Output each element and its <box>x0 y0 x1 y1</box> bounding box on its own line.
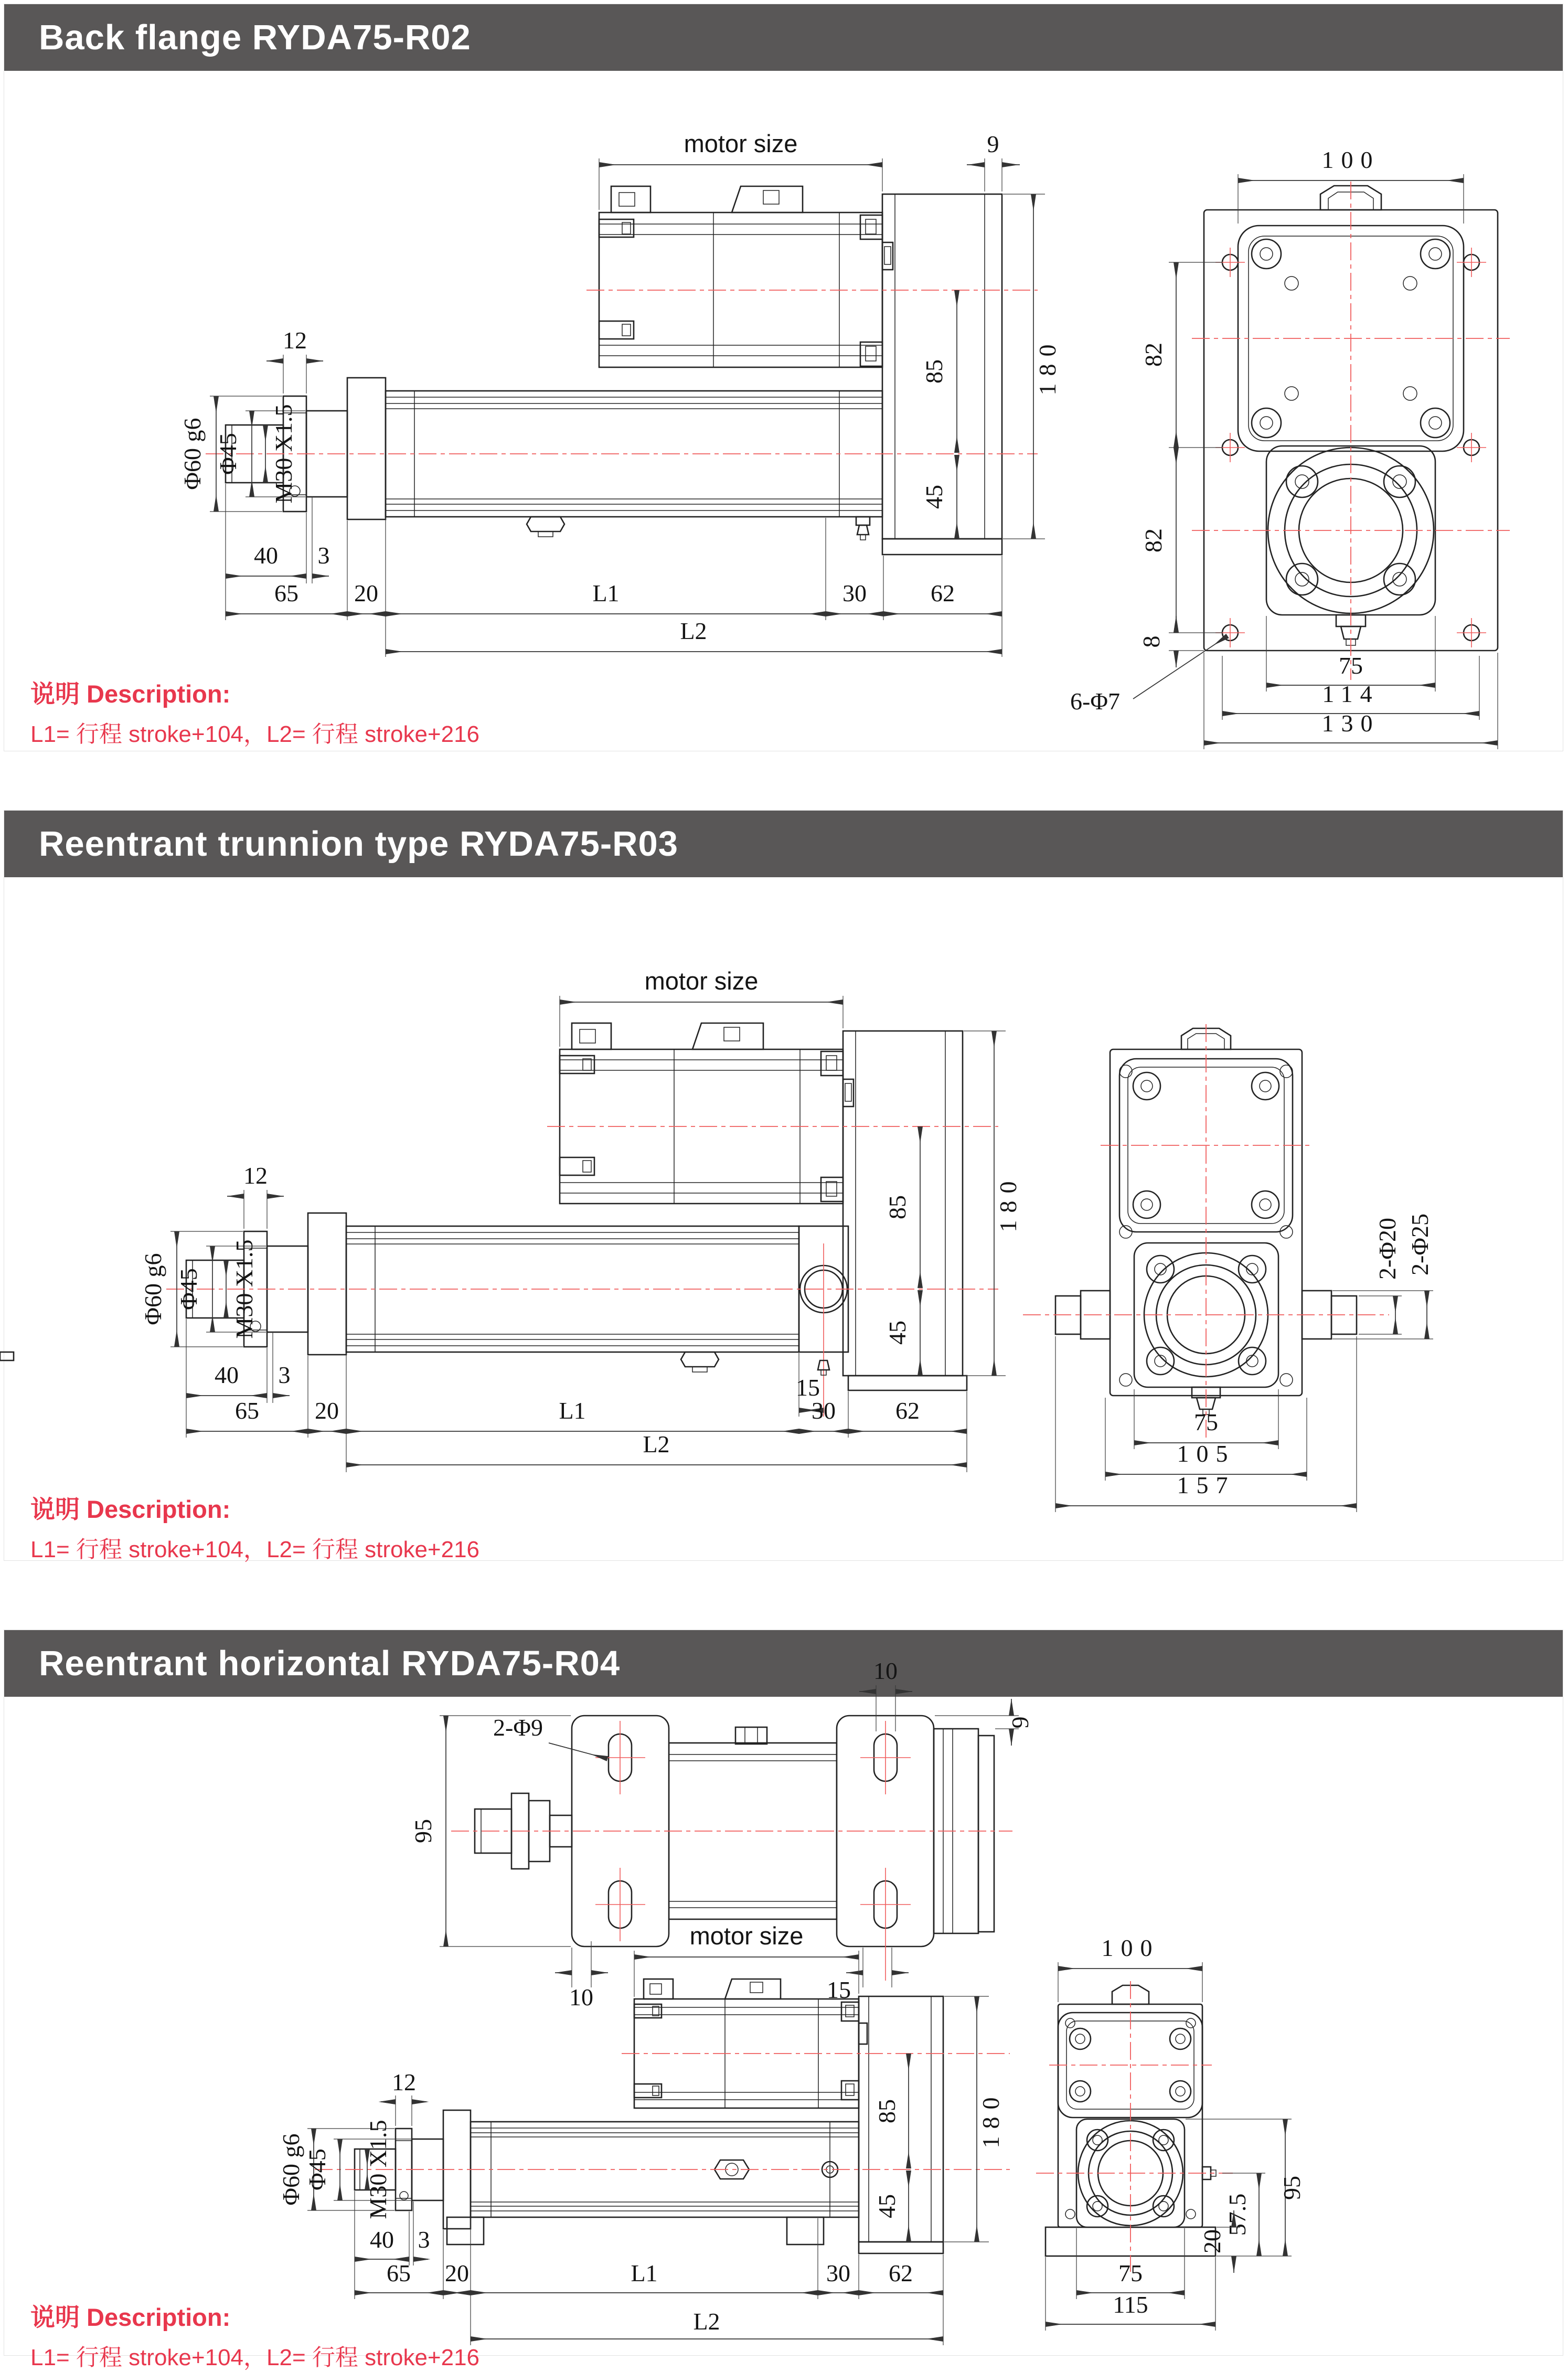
dim-12: 12 <box>283 327 307 354</box>
dim-100: 100 <box>1101 1934 1160 1961</box>
dim-95-end: 95 <box>1278 2176 1305 2200</box>
dim-82-bottom: 82 <box>1140 528 1167 552</box>
label-6-phi7: 6-Φ7 <box>1070 688 1120 715</box>
dim-phi45: Φ45 <box>304 2148 330 2190</box>
dim-100: 100 <box>1321 146 1380 173</box>
dim-157: 157 <box>1177 1472 1235 1498</box>
dim-57-5: 57.5 <box>1224 2193 1251 2236</box>
dim-75: 75 <box>1339 652 1363 679</box>
dim-L2: L2 <box>680 618 707 644</box>
dim-30: 30 <box>842 580 867 607</box>
dim-10-bottom: 10 <box>569 1984 593 2011</box>
dim-20: 20 <box>354 580 378 607</box>
dim-45: 45 <box>921 485 947 509</box>
section-horizontal-r04 <box>4 1630 1563 2356</box>
section-trunnion-r03 <box>4 810 1563 1561</box>
dim-115: 115 <box>1113 2291 1148 2318</box>
dim-2-phi20: 2-Φ20 <box>1374 1218 1401 1280</box>
dim-10-top: 10 <box>873 1657 898 1684</box>
dim-15: 15 <box>827 1976 851 2003</box>
dim-95-plan: 95 <box>410 1819 436 1843</box>
dim-62: 62 <box>931 580 955 607</box>
dim-62: 62 <box>889 2260 913 2286</box>
dim-phi45: Φ45 <box>175 1268 202 1310</box>
dim-phi45: Φ45 <box>215 433 241 475</box>
dim-85: 85 <box>884 1195 911 1219</box>
description-title: 说明 Description: <box>30 680 231 708</box>
dim-30: 30 <box>826 2260 850 2286</box>
dim-3: 3 <box>278 1361 291 1388</box>
dim-20-end: 20 <box>1199 2229 1225 2253</box>
dim-motor-size: motor size <box>644 967 759 995</box>
dim-motor-size: motor size <box>684 130 798 157</box>
dim-45: 45 <box>884 1321 911 1345</box>
dim-2-phi25: 2-Φ25 <box>1406 1214 1433 1275</box>
dim-105: 105 <box>1177 1440 1235 1467</box>
description-r02 <box>30 675 479 749</box>
section-title: Reentrant trunnion type RYDA75-R03 <box>39 824 679 864</box>
description-title: 说明 Description: <box>30 2303 231 2331</box>
section-title: Back flange RYDA75-R02 <box>39 18 471 57</box>
dim-180: 180 <box>977 2090 1004 2148</box>
dim-12: 12 <box>243 1162 268 1189</box>
dim-40: 40 <box>254 542 278 569</box>
dim-9: 9 <box>1007 1716 1033 1729</box>
dim-L1: L1 <box>559 1397 586 1424</box>
dim-130: 130 <box>1321 710 1380 737</box>
description-body: L1= 行程 stroke+104，L2= 行程 stroke+216 <box>30 721 480 747</box>
dim-L1: L1 <box>592 580 620 607</box>
dim-62: 62 <box>895 1397 920 1424</box>
dim-12: 12 <box>392 2069 416 2096</box>
dim-L2: L2 <box>643 1431 670 1458</box>
section-title: Reentrant horizontal RYDA75-R04 <box>39 1644 621 1683</box>
section-back-flange-r02 <box>4 4 1563 751</box>
dim-82-top: 82 <box>1140 343 1167 367</box>
section-header-r04 <box>4 1630 1563 1697</box>
dim-20: 20 <box>445 2260 469 2286</box>
label-2-phi9: 2-Φ9 <box>493 1714 543 1741</box>
dim-180: 180 <box>1034 337 1061 396</box>
dim-180: 180 <box>995 1174 1021 1232</box>
dim-15: 15 <box>796 1374 820 1401</box>
dim-phi60: Φ60 g6 <box>140 1253 166 1325</box>
dim-3: 3 <box>317 542 330 569</box>
dim-114: 114 <box>1322 680 1380 707</box>
dim-45: 45 <box>873 2194 900 2218</box>
dim-thread: M30 X1.5 <box>270 404 297 504</box>
dim-9: 9 <box>987 131 999 157</box>
dim-8: 8 <box>1138 635 1165 648</box>
dim-40: 40 <box>215 1361 239 1388</box>
description-title: 说明 Description: <box>30 1495 231 1523</box>
dim-20: 20 <box>315 1397 339 1424</box>
section-header-r02 <box>4 4 1563 71</box>
dim-75: 75 <box>1194 1409 1218 1435</box>
dim-phi60: Φ60 g6 <box>179 418 206 490</box>
dim-3: 3 <box>418 2226 430 2253</box>
dim-65: 65 <box>274 580 298 607</box>
description-body: L1= 行程 stroke+104，L2= 行程 stroke+216 <box>30 2345 480 2370</box>
description-r03 <box>30 1490 479 1564</box>
dim-65: 65 <box>387 2260 411 2286</box>
dim-phi60: Φ60 g6 <box>278 2133 304 2206</box>
section-header-r03 <box>4 811 1563 877</box>
description-body: L1= 行程 stroke+104，L2= 行程 stroke+216 <box>30 1537 480 1562</box>
dim-L1: L1 <box>631 2260 658 2286</box>
dim-85: 85 <box>921 359 947 384</box>
dim-65: 65 <box>235 1397 259 1424</box>
dim-thread: M30 X1.5 <box>231 1239 258 1339</box>
dim-thread: M30 X1.5 <box>365 2120 391 2219</box>
dim-40: 40 <box>370 2226 394 2253</box>
dim-L2: L2 <box>693 2308 720 2335</box>
dim-75: 75 <box>1118 2260 1143 2286</box>
dim-85: 85 <box>873 2099 900 2123</box>
dim-motor-size: motor size <box>689 1922 804 1950</box>
description-r04 <box>30 2298 479 2372</box>
dim-30: 30 <box>812 1397 836 1424</box>
